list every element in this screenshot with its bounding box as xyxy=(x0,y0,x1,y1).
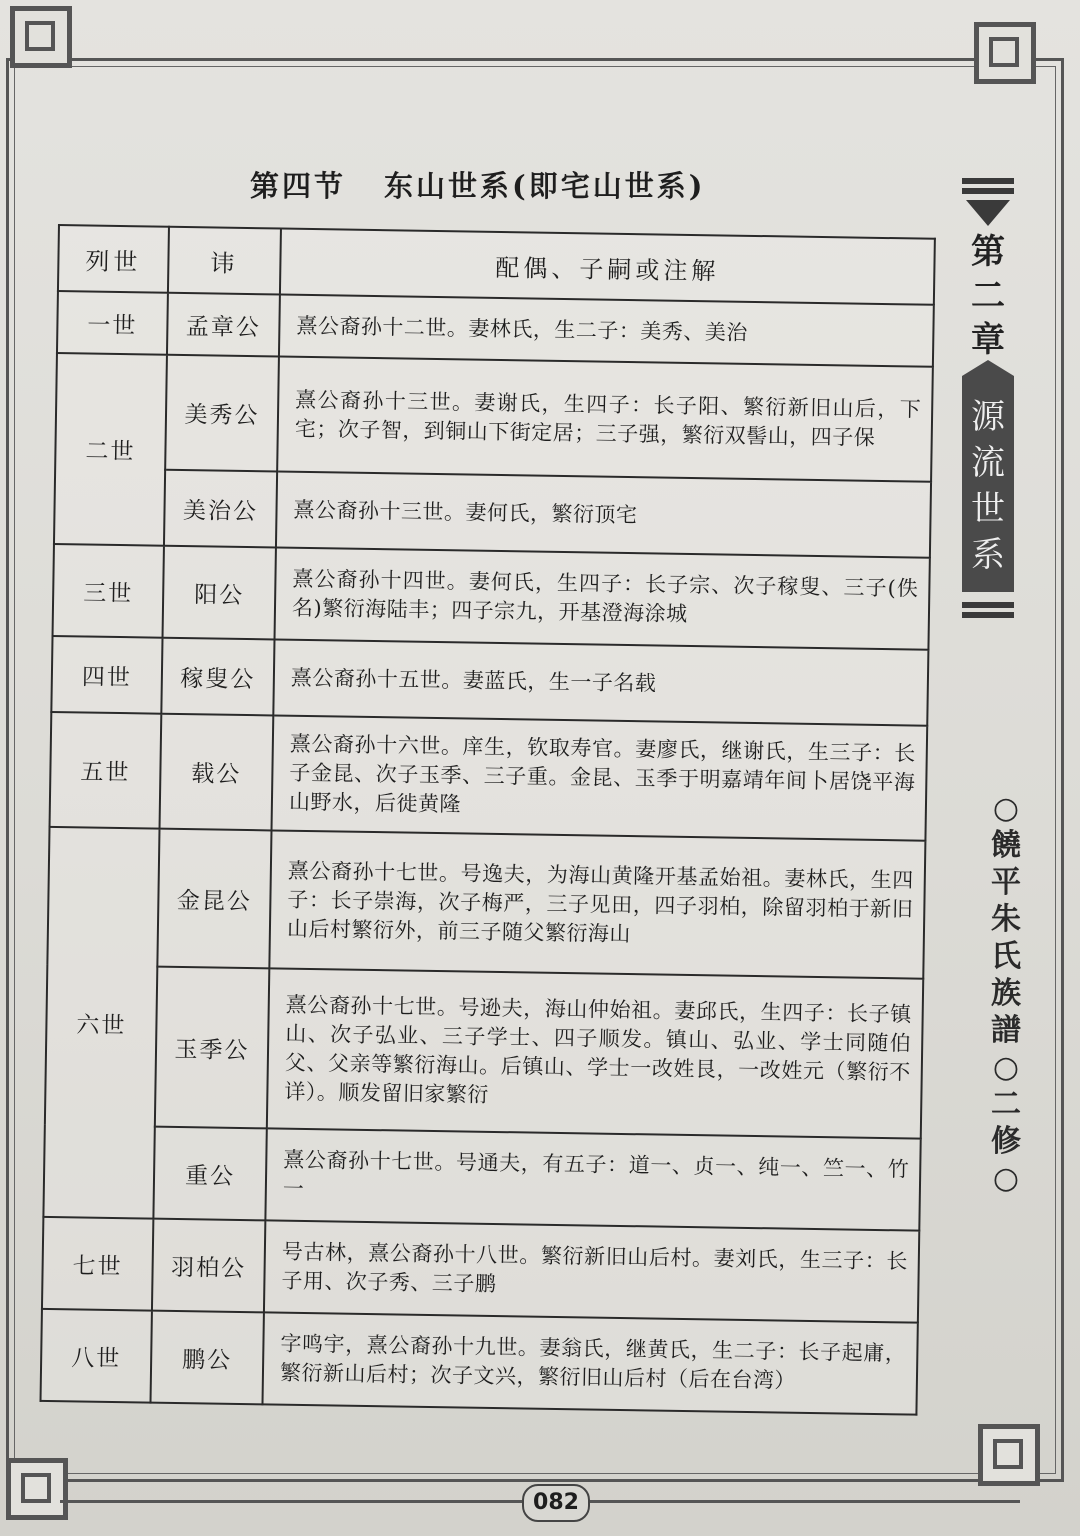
note-cell: 熹公裔孙十三世。妻何氏，繁衍顶宅 xyxy=(276,471,931,557)
generation-cell: 四世 xyxy=(51,636,162,714)
divider xyxy=(962,612,1014,618)
chapter-label: 第二章 xyxy=(971,232,1005,360)
table-row xyxy=(42,1217,919,1323)
name-cell: 金昆公 xyxy=(157,829,271,969)
section-number: 第四节 xyxy=(250,169,347,203)
divider xyxy=(962,178,1014,184)
column-header: 列世 xyxy=(58,225,169,293)
table-row xyxy=(43,1125,920,1231)
chapter-tab xyxy=(962,174,1014,622)
genealogy-table xyxy=(39,224,935,1416)
note-cell: 号古林，熹公裔孙十八世。繁衍新旧山后村。妻刘氏，生三子：长子用、次子秀、三子鹏 xyxy=(264,1220,919,1322)
corner-ornament-icon xyxy=(974,22,1036,84)
name-cell: 羽柏公 xyxy=(152,1219,265,1313)
divider xyxy=(962,188,1014,194)
generation-cell: 七世 xyxy=(42,1217,153,1311)
table-row xyxy=(50,712,928,841)
note-cell: 字鸣宇，熹公裔孙十九世。妻翁氏，继黄氏，生二子：长子起庸，繁衍新山后村；次子文兴，繁衍旧山后村（后在台湾） xyxy=(262,1312,917,1414)
generation-cell: 五世 xyxy=(50,712,162,829)
generation-cell: 六世 xyxy=(43,827,159,1219)
corner-ornament-icon xyxy=(10,6,72,68)
table-row xyxy=(53,544,930,650)
column-header: 配偶、子嗣或注解 xyxy=(280,229,935,305)
name-cell: 美治公 xyxy=(164,470,277,548)
page-number: 082 xyxy=(522,1484,590,1522)
corner-ornament-icon xyxy=(6,1458,68,1520)
chapter-title: 源流世系 xyxy=(962,376,1014,592)
table-row xyxy=(45,965,923,1139)
book-title: ○饒平朱氏族譜○二修○ xyxy=(991,791,1021,1196)
name-cell: 美秀公 xyxy=(165,355,279,472)
note-cell: 熹公裔孙十七世。号逊夫，海山仲始祖。妻邱氏，生四子：长子镇山、次子弘业、三子学士、四子顺发。镇山、弘业、学士同随伯父、父亲等繁衍海山。后镇山、学士一改姓艮，一改姓元（繁衍不详）。顺发留旧家繁衍 xyxy=(267,968,923,1138)
table-row xyxy=(54,468,931,558)
note-cell: 熹公裔孙十二世。妻林氏，生二子：美秀、美治 xyxy=(279,294,934,366)
generation-cell: 二世 xyxy=(54,353,167,546)
generation-cell: 一世 xyxy=(57,291,168,355)
note-cell: 熹公裔孙十五世。妻蓝氏，生一子名载 xyxy=(273,639,928,725)
name-cell: 阳公 xyxy=(163,546,276,640)
table-row xyxy=(55,353,933,482)
ribbon-icon xyxy=(966,200,1010,226)
section-heading: 东山世系(即宅山世系) xyxy=(384,169,706,203)
note-cell: 熹公裔孙十七世。号通夫，有五子：道一、贞一、纯一、竺一、竹一 xyxy=(265,1128,920,1230)
note-cell: 熹公裔孙十六世。庠生，钦取寿官。妻廖氏，继谢氏，生三子：长子金昆、次子玉季、三子重。金昆、玉季于明嘉靖年间卜居饶平海山野水，后徙黄隆 xyxy=(272,715,928,840)
generation-cell: 八世 xyxy=(41,1309,152,1403)
table-row xyxy=(51,636,928,726)
column-header: 讳 xyxy=(168,227,281,295)
name-cell: 鹏公 xyxy=(150,1311,263,1405)
note-cell: 熹公裔孙十七世。号逸夫，为海山黄隆开基孟始祖。妻林氏，生四子：长子崇海，次子梅严，三子见田，四子羽柏，除留羽柏于新旧山后村繁衍外，前三子随父繁衍海山 xyxy=(269,830,925,978)
generation-cell: 三世 xyxy=(53,544,164,638)
name-cell: 稼叟公 xyxy=(161,638,274,716)
name-cell: 孟章公 xyxy=(167,293,280,357)
table-row xyxy=(41,1309,918,1415)
note-cell: 熹公裔孙十四世。妻何氏，生四子：长子宗、次子稼叟、三子(佚名)繁衍海陆丰；四子宗九，开基澄海涂城 xyxy=(275,547,930,649)
corner-ornament-icon xyxy=(978,1424,1040,1486)
divider xyxy=(962,602,1014,608)
table-row xyxy=(47,827,925,979)
name-cell: 重公 xyxy=(153,1127,266,1221)
name-cell: 载公 xyxy=(160,714,274,831)
note-cell: 熹公裔孙十三世。妻谢氏，生四子：长子阳、繁衍新旧山后，下宅；次子智，到铜山下街定居；三子强，繁衍双髻山，四子保 xyxy=(277,356,933,481)
name-cell: 玉季公 xyxy=(155,967,269,1129)
section-title xyxy=(250,164,740,205)
